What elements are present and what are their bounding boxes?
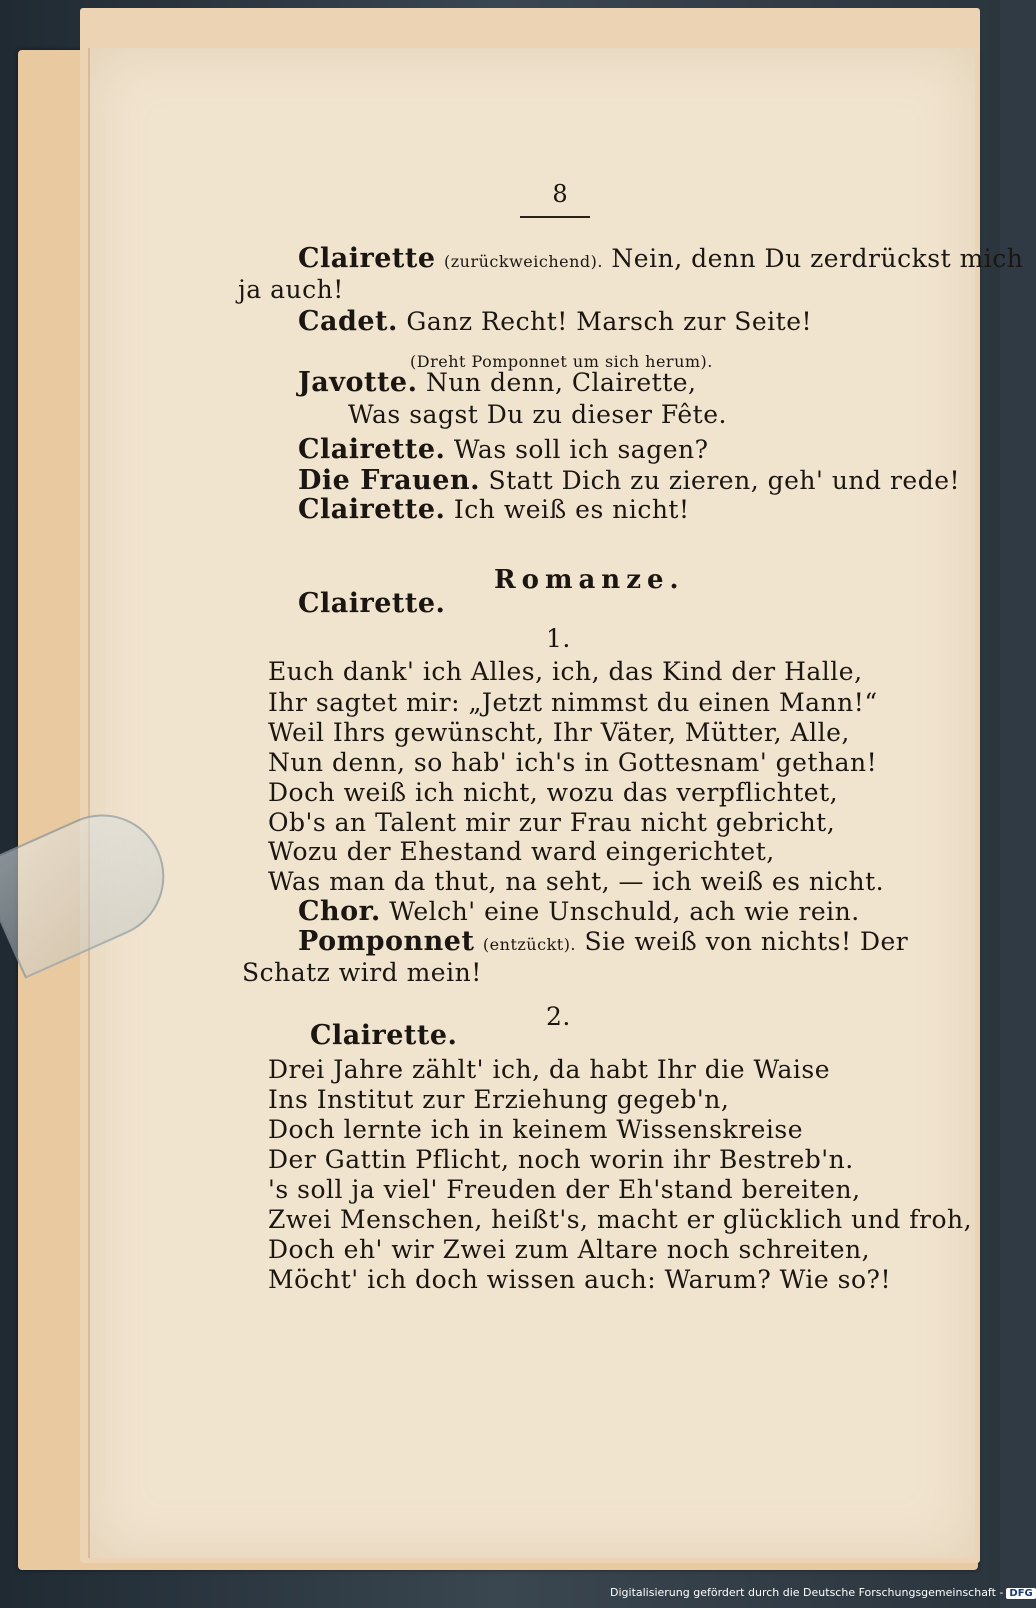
dialogue-line-1 (298, 243, 1023, 274)
speaker-name: Clairette. (298, 494, 446, 525)
dialogue-text: Was soll ich sagen? (453, 435, 709, 464)
stage-direction: (zurückweichend). (443, 252, 603, 271)
verse-line: Ins Institut zur Erziehung gegeb'n, (268, 1085, 730, 1114)
verse-line: Ihr sagtet mir: „Jetzt nimmst du einen Mann!“ (268, 688, 878, 717)
stage-direction: (entzückt). (482, 935, 577, 954)
stanza2-speaker: Clairette. (310, 1020, 458, 1051)
speaker-name: Cadet. (298, 306, 398, 337)
verse-line: Doch eh' wir Zwei zum Altare noch schreiten, (268, 1235, 871, 1264)
dialogue-text: Nun denn, Clairette, (425, 368, 697, 397)
speaker-name: Chor. (298, 896, 381, 927)
verse-line: Euch dank' ich Alles, ich, das Kind der Halle, (268, 657, 863, 686)
footer-text: Digitalisierung gefördert durch die Deutsche Forschungsgemeinschaft - (610, 1586, 1004, 1599)
digitization-footer (610, 1586, 1033, 1599)
speaker-name: Die Frauen. (298, 465, 481, 496)
dialogue-text: Nein, denn Du zerdrückst mich (611, 244, 1024, 273)
stanza1-speaker: Clairette. (298, 588, 446, 619)
pomponnet-line-cont: Schatz wird mein! (242, 958, 482, 987)
speaker-name: Pomponnet (298, 926, 475, 957)
speaker-name: Clairette (298, 243, 436, 274)
stanza1-number: 1. (546, 624, 571, 653)
verse-line: Möcht' ich doch wissen auch: Warum? Wie so?! (268, 1265, 892, 1294)
dialogue-text: Sie weiß von nichts! Der (584, 927, 909, 956)
verse-line: Doch lernte ich in keinem Wissenskreise (268, 1115, 804, 1144)
dialogue-line-5 (298, 367, 696, 398)
romance-title: Romanze. (494, 565, 685, 595)
page-number: 8 (552, 180, 568, 208)
speaker-name: Clairette. (298, 434, 446, 465)
dialogue-text: Ganz Recht! Marsch zur Seite! (406, 307, 813, 336)
stanza2-number: 2. (546, 1002, 571, 1031)
verse-line: Was man da thut, na seht, — ich weiß es nicht. (268, 867, 885, 896)
verse-line: Zwei Menschen, heißt's, macht er glücklich und froh, (268, 1205, 973, 1234)
verse-line: 's soll ja viel' Freuden der Eh'stand bereiten, (268, 1175, 861, 1204)
dialogue-text: Ich weiß es nicht! (453, 495, 690, 524)
verse-line: Der Gattin Pflicht, noch worin ihr Bestreb'n. (268, 1145, 854, 1174)
dialogue-line-2 (238, 275, 344, 304)
pomponnet-line (298, 926, 908, 957)
dialogue-line-9 (298, 494, 690, 525)
dialogue-line-6 (348, 400, 727, 429)
dialogue-text: Welch' eine Unschuld, ach wie rein. (389, 897, 860, 926)
verse-line: Drei Jahre zählt' ich, da habt Ihr die Waise (268, 1055, 831, 1084)
page-number-rule (520, 216, 590, 218)
dialogue-line-8 (298, 465, 960, 496)
chorus-line (298, 896, 860, 927)
speaker-name: Javotte. (298, 367, 418, 398)
verse-line: Doch weiß ich nicht, wozu das verpflichtet, (268, 778, 839, 807)
verse-line: Wozu der Ehestand ward eingerichtet, (268, 837, 775, 866)
verse-line: Ob's an Talent mir zur Frau nicht gebricht, (268, 808, 836, 837)
dialogue-line-3 (298, 306, 812, 337)
dialogue-text: Statt Dich zu zieren, geh' und rede! (488, 466, 961, 495)
dialogue-line-7 (298, 434, 709, 465)
dialogue-text: ja auch! (238, 275, 344, 304)
verse-line: Nun denn, so hab' ich's in Gottesnam' gethan! (268, 748, 878, 777)
stage-direction: (Dreht Pomponnet um sich herum). (410, 352, 713, 371)
dfg-logo: DFG (1006, 1588, 1035, 1599)
dialogue-text: Was sagst Du zu dieser Fête. (348, 400, 727, 429)
verse-line: Weil Ihrs gewünscht, Ihr Väter, Mütter, Alle, (268, 718, 850, 747)
